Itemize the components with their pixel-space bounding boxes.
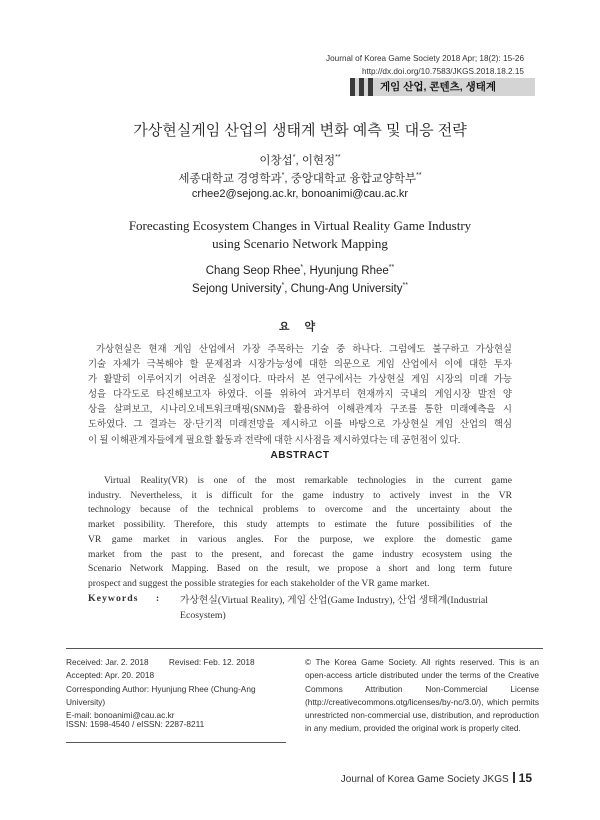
separator: , bbox=[295, 155, 302, 167]
footer-journal: Journal of Korea Game Society JKGS bbox=[340, 774, 509, 785]
summary-line: 이 될 이해관계자들에게 필요할 활동과 전략에 대한 시사점을 제시하였다는 데 공헌점이 있다. bbox=[88, 435, 461, 446]
section-label: 게임 산업, 콘텐츠, 생태계 bbox=[380, 81, 497, 93]
summary-line: 가 활발히 이루어지기 어려운 실정이다. 따라서 본 연구에서는 가상현실 게임 시장의 미래 가능 bbox=[88, 375, 512, 386]
author-2: 이현정 bbox=[301, 155, 336, 167]
page-footer bbox=[341, 771, 532, 785]
banner-bar-icon bbox=[350, 78, 355, 96]
summary-body bbox=[88, 343, 512, 449]
summary-line: 가상현실은 현재 게임 산업에서 가장 주목하는 기술 중 하나다. 그럼에도 불구하고 가상현실 bbox=[96, 345, 512, 355]
banner-bar-icon bbox=[359, 78, 364, 96]
abstract-line: prospect and suggest the possible strategies for each stakeholder of the VR game market. bbox=[88, 577, 430, 589]
affil-mark: * bbox=[300, 264, 304, 272]
journal-citation: Journal of Korea Game Society 2018 Apr; 18(2): 15-26 bbox=[326, 54, 524, 63]
keywords-line: 가상현실(Virtual Reality), 게임 산업(Game Industry), 산업 생태계(Industrial bbox=[180, 595, 488, 606]
banner-bar-icon bbox=[368, 78, 373, 96]
abstract-line: Scenario Network Mapping. Based on the result, we propose a short and long term future bbox=[88, 563, 512, 575]
abstract-line: VR game market in various angles. For the purpose, we explore the domestic game bbox=[88, 533, 512, 545]
article-meta bbox=[66, 656, 291, 722]
affiliation-2: Chung-Ang University bbox=[290, 283, 403, 295]
separator: , bbox=[284, 173, 291, 185]
abstract-line: market possibility. Therefore, this study attempts to estimate the future possibilities of the bbox=[88, 519, 512, 531]
authors-english bbox=[0, 265, 600, 277]
keywords-label bbox=[88, 593, 160, 604]
affil-mark: ** bbox=[416, 172, 422, 180]
keywords-line: Ecosystem) bbox=[180, 610, 226, 621]
abstract-line: market from the past to the present, and forecast the game industry ecosystem using the bbox=[88, 548, 512, 560]
separator: , bbox=[284, 283, 291, 295]
abstract-heading: ABSTRACT bbox=[270, 450, 330, 461]
abstract-body bbox=[88, 474, 512, 592]
affil-mark: ** bbox=[402, 282, 408, 290]
keywords-label-text: Keywords bbox=[88, 593, 139, 604]
author-2: Hyunjung Rhee bbox=[309, 265, 389, 277]
affil-mark: ** bbox=[335, 154, 341, 162]
divider-rule bbox=[66, 742, 286, 743]
author-1: 이창섭 bbox=[259, 155, 293, 167]
received-revised-dates bbox=[66, 656, 291, 669]
footer-bar-icon bbox=[513, 772, 515, 783]
license-notice: © The Korea Game Society. All rights reserved. This is an open-access article distributed under the terms of the Creative Commons Attribution Non-Commercial License (http://creativecommons.otg/licenses/by-nc/3.0/), which permits unrestricted non-commercial use, distribution, and reproduction in any medium, provided the original work is properly cited. bbox=[305, 657, 539, 734]
separator: , bbox=[303, 265, 310, 277]
revised-date: Revised: Feb. 12. 2018 bbox=[168, 657, 255, 667]
abstract-line: industry. Nevertheless, it is difficult for the game industry to actively invest in the VR bbox=[88, 489, 512, 501]
keywords-colon: : bbox=[155, 593, 161, 604]
corresponding-email: E-mail: bonoanimi@cau.ac.kr bbox=[66, 710, 175, 721]
author-emails: crhee2@sejong.ac.kr, bonoanimi@cau.ac.kr bbox=[191, 188, 409, 200]
title-english-line-2: using Scenario Network Mapping bbox=[212, 236, 388, 251]
authors-korean bbox=[0, 152, 600, 168]
affiliations-korean bbox=[0, 170, 600, 186]
title-english-line-1: Forecasting Ecosystem Changes in Virtual Reality Game Industry bbox=[128, 218, 472, 233]
affil-mark: * bbox=[292, 154, 296, 162]
received-date: Received: Jar. 2. 2018 bbox=[66, 657, 149, 667]
keywords-list bbox=[180, 593, 488, 623]
section-banner bbox=[350, 78, 535, 96]
summary-line: 도하였다. 그 결과는 장·단기적 미래전망을 제시하고 이를 바탕으로 가상현실 게임 산업의 핵심 bbox=[88, 420, 512, 431]
issn: ISSN: 1598-4540 / eISSN: 2287-8211 bbox=[66, 719, 205, 729]
abstract-line: technology because of the technical problems to overcome and the uncertainty about the bbox=[88, 504, 512, 516]
affiliations-english bbox=[0, 283, 600, 295]
divider-rule bbox=[66, 648, 543, 649]
affiliation-1: Sejong University bbox=[192, 283, 282, 295]
affiliation-1: 세종대학교 경영학과 bbox=[178, 173, 282, 185]
abstract-line: Virtual Reality(VR) is one of the most remarkable technologies in the current game bbox=[104, 475, 512, 486]
corresponding-author: Corresponding Author: Hyunjung Rhee (Chung-Ang University) bbox=[66, 683, 256, 707]
affiliation-2: 중앙대학교 융합교양학부 bbox=[290, 173, 417, 185]
doi-link[interactable]: http://dx.doi.org/10.7583/JKGS.2018.18.2.15 bbox=[361, 67, 524, 76]
affil-mark: ** bbox=[388, 264, 395, 272]
summary-line: 성을 다각도로 타진해보고자 하였다. 이를 위하여 과거부터 현재까지 국내의 게임시장 발전 양 bbox=[88, 390, 512, 401]
journal-info bbox=[326, 52, 524, 78]
accepted-date: Accepted: Apr. 20. 2018 bbox=[66, 670, 155, 681]
affil-mark: * bbox=[281, 172, 285, 180]
page-number: 15 bbox=[518, 771, 532, 785]
summary-line: 기술 자체가 극복해야 할 문제점과 시장가능성에 대한 의문으로 게임 산업에서 이에 대한 투자 bbox=[88, 360, 512, 371]
author-1: Chang Seop Rhee bbox=[205, 265, 301, 277]
title-korean: 가상현실게임 산업의 생태계 변화 예측 및 대응 전략 bbox=[133, 122, 467, 139]
summary-line: 상을 살펴보고, 시나리오네트워크매핑(SNM)을 활용하여 이해관계자 구조를 통한 미래예측을 시 bbox=[88, 405, 512, 416]
affil-mark: * bbox=[281, 282, 285, 290]
summary-heading: 요 약 bbox=[278, 321, 322, 333]
